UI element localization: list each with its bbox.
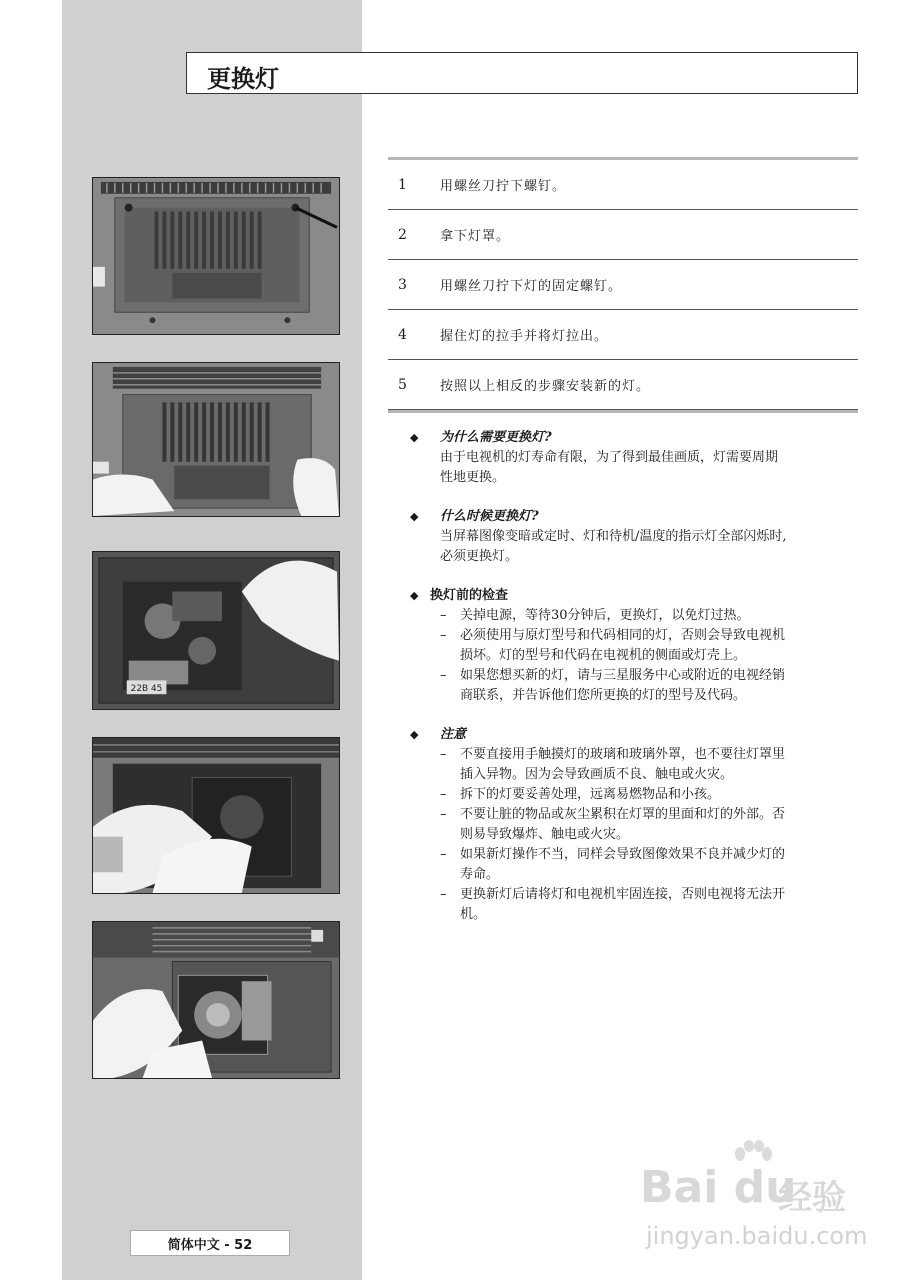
list-item-text: 关掉电源，等待30分钟后，更换灯，以免灯过热。 bbox=[460, 608, 750, 623]
notes-area bbox=[410, 428, 870, 944]
step-text: 用螺丝刀拧下灯的固定螺钉。 bbox=[440, 279, 623, 294]
photo-step-1-unscrew-cover bbox=[92, 177, 340, 335]
paragraph-line: 性地更换。 bbox=[440, 470, 506, 485]
list-item-text: 损坏。灯的型号和代码在电视机的侧面或灯壳上。 bbox=[460, 648, 747, 663]
photo-step-3-unscrew-lamp bbox=[92, 551, 340, 710]
list-item-text: 商联系，并告诉他们您所更换的灯的型号及代码。 bbox=[460, 688, 747, 703]
list-item-text: 必须使用与原灯型号和代码相同的灯，否则会导致电视机 bbox=[460, 628, 786, 643]
paragraph-line: 必须更换灯。 bbox=[440, 549, 519, 564]
page-title-box bbox=[186, 52, 858, 94]
list-item-text: 则易导致爆炸、触电或火灾。 bbox=[460, 827, 630, 842]
steps-list bbox=[388, 157, 858, 413]
photo-step-4-grip-handle bbox=[92, 737, 340, 894]
dash-marker: – bbox=[440, 787, 447, 802]
page-footer-label: 简体中文 - 52 bbox=[130, 1230, 290, 1256]
section-caution bbox=[410, 725, 870, 925]
photo-step-2-remove-cover bbox=[92, 362, 340, 517]
step-text: 拿下灯罩。 bbox=[440, 229, 511, 244]
section-check bbox=[410, 586, 870, 706]
diamond-bullet-icon: ◆ bbox=[410, 431, 419, 444]
dash-marker: – bbox=[440, 887, 447, 902]
step-number: 1 bbox=[398, 176, 407, 193]
section-why bbox=[410, 428, 870, 488]
photo-step-5-pull-lamp-out bbox=[92, 921, 340, 1079]
step-row-5 bbox=[388, 360, 858, 410]
steps-bottom-rule bbox=[388, 410, 858, 413]
list-item bbox=[410, 845, 870, 885]
photo-lamp-label: 22B 45 bbox=[130, 684, 163, 695]
list-item bbox=[410, 785, 870, 805]
step-text: 用螺丝刀拧下螺钉。 bbox=[440, 179, 567, 194]
watermark-cn-text: 经验 bbox=[778, 1178, 846, 1218]
step-number: 5 bbox=[398, 376, 407, 393]
step-text: 握住灯的拉手并将灯拉出。 bbox=[440, 329, 609, 344]
list-item bbox=[410, 626, 870, 666]
section-title: 换灯前的检查 bbox=[430, 588, 509, 603]
list-item bbox=[410, 885, 870, 925]
list-item bbox=[410, 805, 870, 845]
dash-marker: – bbox=[440, 628, 447, 643]
step-number: 2 bbox=[398, 226, 407, 243]
diamond-bullet-icon: ◆ bbox=[410, 510, 419, 523]
baidu-watermark bbox=[640, 1140, 880, 1260]
watermark-logo-text: Bai du bbox=[640, 1162, 797, 1213]
list-item-text: 拆下的灯要妥善处理，远离易燃物品和小孩。 bbox=[460, 787, 721, 802]
step-number: 3 bbox=[398, 276, 407, 293]
step-row-1 bbox=[388, 160, 858, 210]
list-item-text: 不要让脏的物品或灰尘累积在灯罩的里面和灯的外部。否 bbox=[460, 807, 786, 822]
diamond-bullet-icon: ◆ bbox=[410, 728, 419, 741]
list-item-text: 机。 bbox=[460, 907, 487, 922]
section-when bbox=[410, 507, 870, 567]
list-item-text: 更换新灯后请将灯和电视机牢固连接，否则电视将无法开 bbox=[460, 887, 786, 902]
paragraph-line: 由于电视机的灯寿命有限，为了得到最佳画质，灯需要周期 bbox=[440, 450, 779, 465]
dash-marker: – bbox=[440, 847, 447, 862]
list-item-text: 不要直接用手触摸灯的玻璃和玻璃外罩，也不要往灯罩里 bbox=[460, 747, 786, 762]
list-item-text: 如果您想买新的灯，请与三星服务中心或附近的电视经销 bbox=[460, 668, 786, 683]
list-item bbox=[410, 745, 870, 785]
step-row-3 bbox=[388, 260, 858, 310]
section-title: 为什么需要更换灯? bbox=[440, 430, 552, 445]
dash-marker: – bbox=[440, 807, 447, 822]
diamond-bullet-icon: ◆ bbox=[410, 589, 419, 602]
section-title: 什么时候更换灯? bbox=[440, 509, 539, 524]
step-text: 按照以上相反的步骤安装新的灯。 bbox=[440, 379, 651, 394]
dash-marker: – bbox=[440, 747, 447, 762]
list-item-text: 插入异物。因为会导致画质不良、触电或火灾。 bbox=[460, 767, 734, 782]
list-item-text: 寿命。 bbox=[460, 867, 500, 882]
watermark-url: jingyan.baidu.com bbox=[646, 1222, 868, 1250]
list-item bbox=[410, 666, 870, 706]
step-row-2 bbox=[388, 210, 858, 260]
paragraph-line: 当屏幕图像变暗或定时、灯和待机/温度的指示灯全部闪烁时, bbox=[440, 529, 787, 544]
list-item bbox=[410, 606, 870, 626]
list-item-text: 如果新灯操作不当，同样会导致图像效果不良并减少灯的 bbox=[460, 847, 786, 862]
dash-marker: – bbox=[440, 668, 447, 683]
step-number: 4 bbox=[398, 326, 407, 343]
page-title: 更换灯 bbox=[207, 65, 279, 93]
section-title: 注意 bbox=[440, 727, 467, 742]
step-row-4 bbox=[388, 310, 858, 360]
dash-marker: – bbox=[440, 608, 447, 623]
